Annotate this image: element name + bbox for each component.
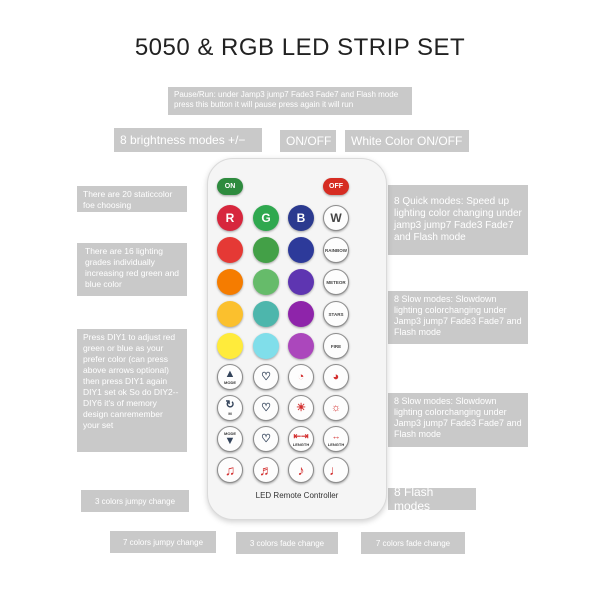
music-note-icon: ♫ <box>224 462 236 478</box>
blue-button[interactable]: B <box>288 205 314 231</box>
music-button-2[interactable] <box>253 457 279 483</box>
length-decrease-button[interactable] <box>288 426 314 452</box>
mode-up-button[interactable] <box>217 364 243 390</box>
mode-down-button[interactable] <box>217 426 243 452</box>
gauge-icon: ◕ <box>332 370 340 383</box>
off-button[interactable]: OFF <box>323 178 349 195</box>
pause-run-label: Pause/Run: under Jamp3 jump7 Fade3 Fade7 and Flash mode press this button it will pause press again it will run <box>168 87 412 115</box>
color-button-teal[interactable] <box>253 301 279 327</box>
diy-label: Press DIY1 to adjust red green or blue as your prefer color (can press above arrows optional) then press DIY1 again DIY1 set ok So do DIY2-- DIY6 it's of memory design canremember your set <box>77 329 187 452</box>
seven-fade-label: 7 colors fade change <box>361 532 465 554</box>
color-button-purple[interactable] <box>288 301 314 327</box>
cycle-icon: ↻ <box>225 399 235 411</box>
static-colors-label: There are 20 staticcolor foe choosing <box>77 186 187 212</box>
flash-modes-label: 8 Flash modes <box>388 488 476 510</box>
color-button-indigo[interactable] <box>288 269 314 295</box>
length-increase-button[interactable] <box>323 426 349 452</box>
music-button-1[interactable] <box>217 457 243 483</box>
length-increase-label: LENGTH <box>327 442 345 447</box>
stars-button[interactable]: STARS <box>323 301 349 327</box>
color-button-blue[interactable] <box>288 237 314 263</box>
white-color-label: White Color ON/OFF <box>345 130 469 152</box>
down-arrow-icon: ▼ <box>224 435 236 447</box>
length-increase-icon: ↔ <box>331 431 341 441</box>
meteor-button[interactable]: METEOR <box>323 269 349 295</box>
m-label: M <box>228 411 232 416</box>
color-button-violet[interactable] <box>288 333 314 359</box>
music-note-icon: ♬ <box>259 462 273 478</box>
color-button-light-green[interactable] <box>253 269 279 295</box>
music-wave-icon: ♪ <box>297 462 305 478</box>
speed-up-button[interactable] <box>288 364 314 390</box>
music-button-3[interactable] <box>288 457 314 483</box>
color-button-yellow[interactable] <box>217 333 243 359</box>
three-fade-label: 3 colors fade change <box>236 532 338 554</box>
slow-modes-label-1: 8 Slow modes: Slowdown lighting colorchanging under Jamp3 jump7 Fade3 Fade7 and Flash mode <box>388 291 528 344</box>
seven-jumpy-label: 7 colors jumpy change <box>110 531 216 553</box>
heart-button-2[interactable] <box>253 426 279 452</box>
length-decrease-icon: ⇤⇥ <box>293 431 309 441</box>
quick-modes-label: 8 Quick modes: Speed up lighting color changing under jamp3 jump7 Fade3 Fade7 and Flash mode <box>388 185 528 255</box>
color-button-yellow-orange[interactable] <box>217 301 243 327</box>
music-button-4[interactable] <box>323 457 349 483</box>
brightness-label: 8 brightness modes +/− <box>114 128 262 152</box>
page-title: 5050 & RGB LED STRIP SET <box>134 34 466 61</box>
slow-modes-label-2: 8 Slow modes: Slowdown lighting colorchanging under Jamp3 jump7 Fade3 Fade7 and Flash mode <box>388 393 528 447</box>
speedometer-icon: ◔ <box>297 370 305 383</box>
color-button-cyan[interactable] <box>253 333 279 359</box>
sun-icon: ☀ <box>296 401 306 414</box>
rainbow-button[interactable]: RAINBOW <box>323 237 349 263</box>
sun-dim-icon: ☼ <box>330 401 342 414</box>
white-button[interactable]: W <box>323 205 349 231</box>
heart-icon: ♡ <box>261 370 271 383</box>
remote-controller <box>207 158 387 520</box>
fire-button[interactable]: FIRE <box>323 333 349 359</box>
green-button[interactable]: G <box>253 205 279 231</box>
on-off-label: ON/OFF <box>280 130 336 152</box>
red-button[interactable]: R <box>217 205 243 231</box>
on-button[interactable]: ON <box>217 178 243 195</box>
m-button[interactable] <box>217 395 243 421</box>
mode-up-label: MODE <box>224 380 236 385</box>
color-button-orange[interactable] <box>217 269 243 295</box>
color-button-red[interactable] <box>217 237 243 263</box>
heart-down-icon: ♡ <box>261 432 271 445</box>
three-jumpy-label: 3 colors jumpy change <box>81 490 189 512</box>
brightness-down-button[interactable] <box>323 395 349 421</box>
speed-gauge-button[interactable] <box>323 364 349 390</box>
music-microphone-icon: ♩ <box>329 462 343 478</box>
color-button-green[interactable] <box>253 237 279 263</box>
brightness-up-button[interactable] <box>288 395 314 421</box>
mode-down-label: MODE <box>224 431 236 436</box>
lighting-grades-label: There are 16 lighting grades individually increasing red green and blue color <box>77 243 187 296</box>
remote-name-label: LED Remote Controller <box>255 491 339 500</box>
up-arrow-icon: ▲ <box>224 368 236 380</box>
heart-button-1[interactable] <box>253 364 279 390</box>
length-decrease-label: LENGTH <box>292 442 310 447</box>
heart-cycle-button[interactable] <box>253 395 279 421</box>
heart-cycle-icon: ♡ <box>261 401 271 414</box>
